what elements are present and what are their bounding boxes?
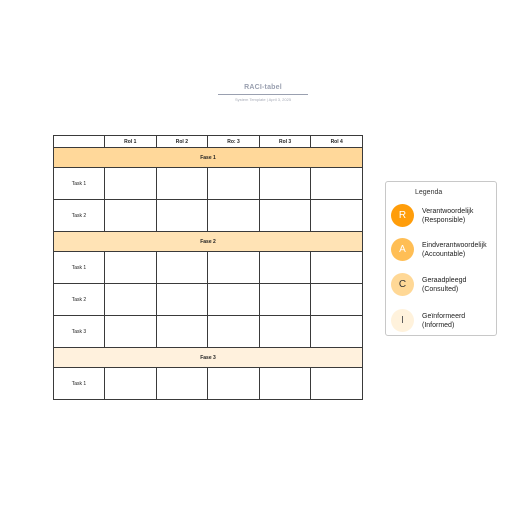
legend-item-sublabel: (Consulted) (422, 286, 459, 293)
raci-cell[interactable] (311, 284, 363, 316)
task-row (54, 168, 363, 200)
phase-row (54, 232, 363, 252)
raci-table (53, 135, 363, 400)
raci-cell[interactable] (259, 168, 311, 200)
raci-cell[interactable] (259, 316, 311, 348)
raci-cell[interactable] (208, 284, 260, 316)
raci-cell[interactable] (208, 252, 260, 284)
raci-cell[interactable] (156, 284, 208, 316)
raci-cell[interactable] (208, 316, 260, 348)
raci-cell[interactable] (259, 368, 311, 400)
raci-cell[interactable] (156, 168, 208, 200)
phase-label: Fase 1 (54, 148, 363, 168)
task-row (54, 316, 363, 348)
task-label: Task 1 (54, 252, 105, 284)
phase-label: Fase 2 (54, 232, 363, 252)
task-row (54, 200, 363, 232)
phase-row (54, 348, 363, 368)
task-label: Task 2 (54, 200, 105, 232)
task-row (54, 368, 363, 400)
header-cell-role: Ro: 3 (208, 136, 260, 148)
task-label: Task 1 (54, 368, 105, 400)
accountable-badge: A (391, 238, 414, 261)
raci-cell[interactable] (208, 368, 260, 400)
legend-item-text (422, 312, 465, 330)
task-row (54, 252, 363, 284)
title-underline (218, 94, 308, 95)
header-cell-role: Rol 3 (259, 136, 311, 148)
header-cell-role: Rol 2 (156, 136, 208, 148)
raci-cell[interactable] (311, 252, 363, 284)
raci-cell[interactable] (105, 168, 157, 200)
raci-cell[interactable] (311, 316, 363, 348)
legend-item-sublabel: (Accountable) (422, 251, 466, 258)
legend-item-text (422, 241, 487, 259)
raci-cell[interactable] (208, 168, 260, 200)
phase-row (54, 148, 363, 168)
header-cell-corner (54, 136, 105, 148)
raci-cell[interactable] (259, 252, 311, 284)
raci-cell[interactable] (259, 284, 311, 316)
task-label: Task 1 (54, 168, 105, 200)
header-row (54, 136, 363, 148)
raci-cell[interactable] (105, 252, 157, 284)
legend-item-accountable (391, 238, 495, 262)
raci-cell[interactable] (105, 316, 157, 348)
legend-title: Legenda (415, 189, 443, 196)
legend-item-consulted (391, 273, 495, 297)
raci-cell[interactable] (311, 368, 363, 400)
legend-item-informed (391, 309, 495, 333)
header (214, 84, 312, 102)
raci-cell[interactable] (105, 200, 157, 232)
task-label: Task 3 (54, 316, 105, 348)
consulted-badge: C (391, 273, 414, 296)
raci-cell[interactable] (311, 200, 363, 232)
header-cell-role: Rol 1 (105, 136, 157, 148)
raci-cell[interactable] (105, 284, 157, 316)
raci-cell[interactable] (105, 368, 157, 400)
raci-cell[interactable] (311, 168, 363, 200)
raci-cell[interactable] (156, 368, 208, 400)
phase-label: Fase 3 (54, 348, 363, 368)
legend-item-label: Eindverantwoordelijk (422, 242, 487, 249)
task-label: Task 2 (54, 284, 105, 316)
informed-badge: I (391, 309, 414, 332)
raci-cell[interactable] (156, 252, 208, 284)
legend-item-responsible (391, 204, 495, 228)
raci-cell[interactable] (259, 200, 311, 232)
legend-item-label: Geraadpleegd (422, 277, 467, 284)
task-row (54, 284, 363, 316)
legend-item-sublabel: (Responsible) (422, 217, 466, 224)
raci-cell[interactable] (156, 200, 208, 232)
header-cell-role: Rol 4 (311, 136, 363, 148)
legend-item-text (422, 276, 466, 294)
legend-item-sublabel: (Informed) (422, 322, 455, 329)
page-subtitle: System Template | April 3, 2025 (234, 97, 292, 102)
legend-item-label: Geïnformeerd (422, 313, 466, 320)
raci-cell[interactable] (156, 316, 208, 348)
page-title: RACI-tabel (244, 84, 282, 91)
raci-cell[interactable] (208, 200, 260, 232)
legend-panel (385, 181, 497, 336)
responsible-badge: R (391, 204, 414, 227)
legend-item-text (422, 207, 473, 225)
legend-item-label: Verantwoordelijk (422, 208, 474, 215)
